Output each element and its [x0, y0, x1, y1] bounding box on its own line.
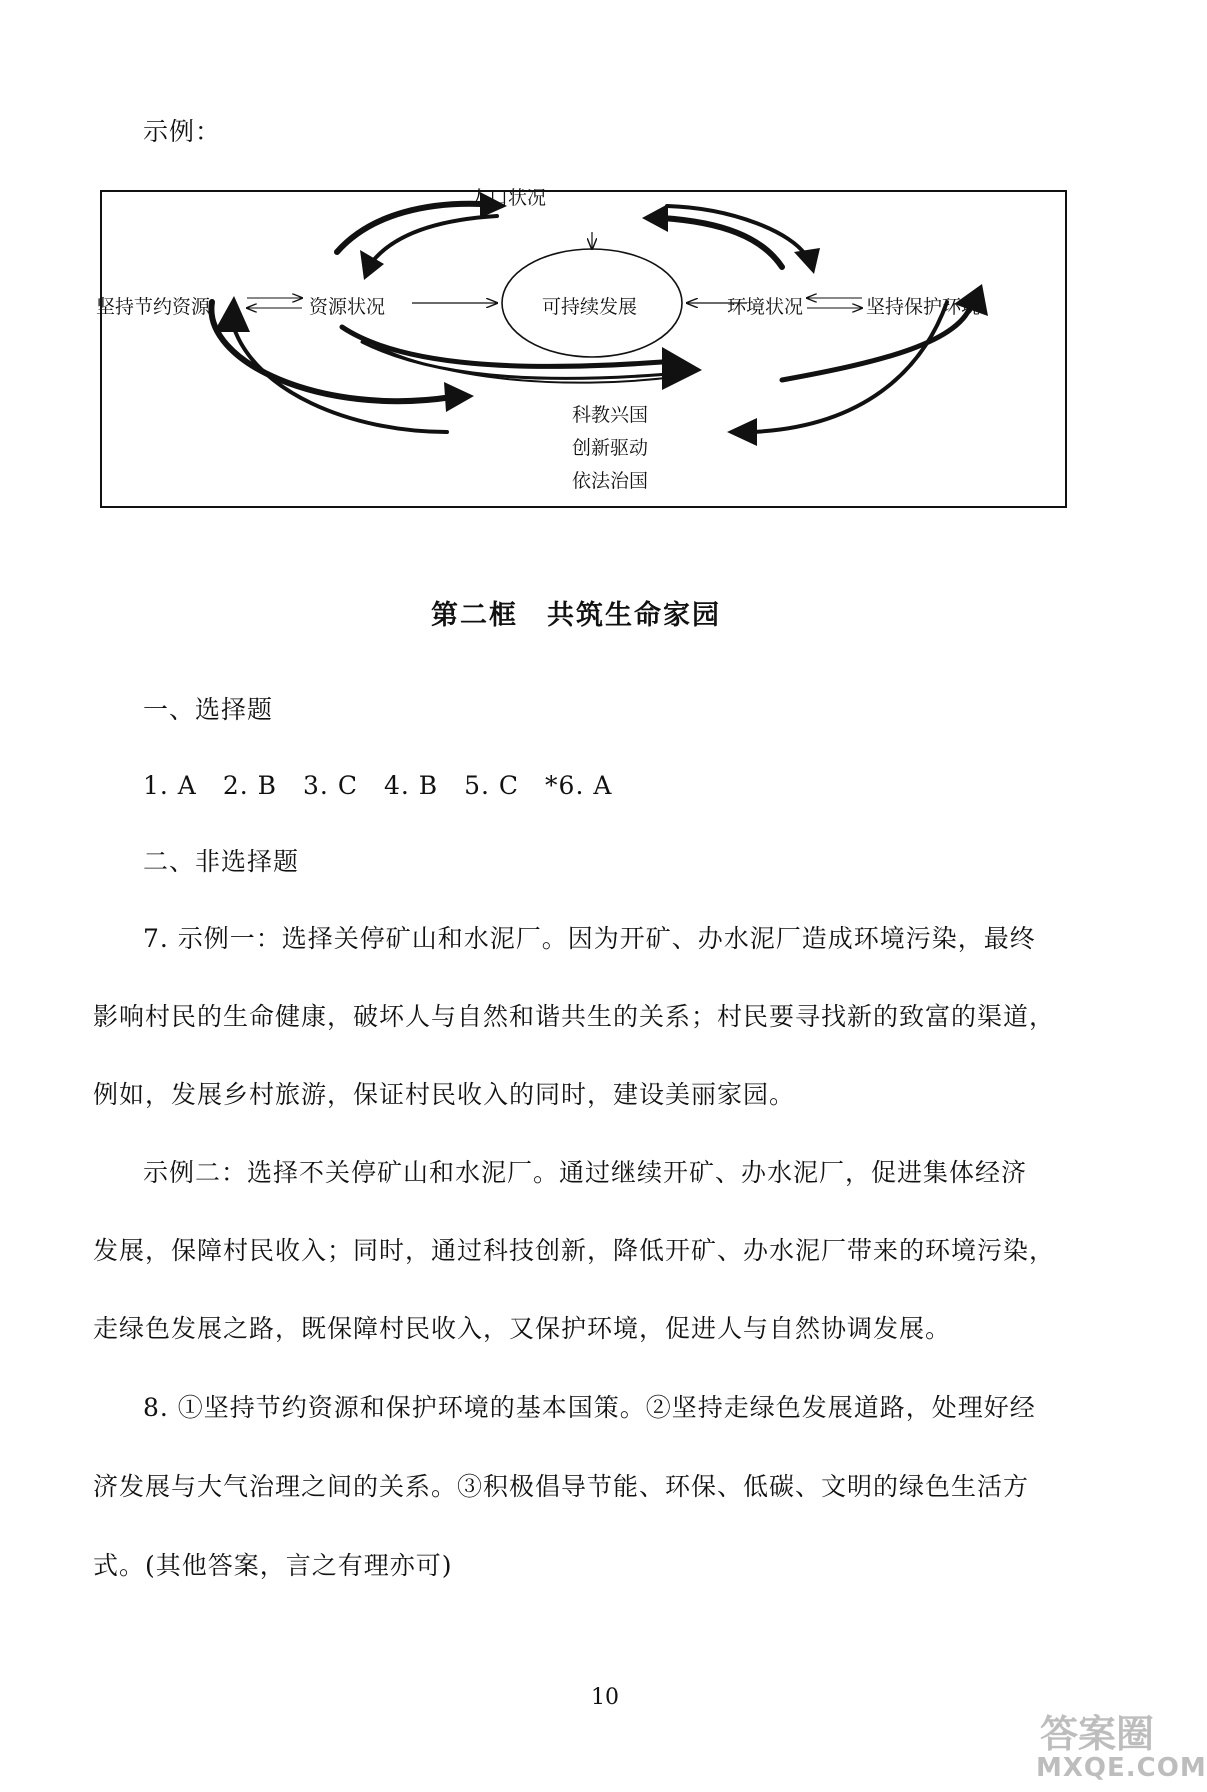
curve-bottom-right-inner-head [727, 418, 757, 446]
label-save-resources: 坚持节约资源 [96, 296, 211, 318]
q8-line1: 8. ①坚持节约资源和保护环境的基本国策。②坚持走绿色发展道路，处理好经 [143, 1393, 1036, 1422]
label-protect-environment: 坚持保护环境 [866, 296, 981, 318]
watermark-url: MXQE.COM [1036, 1753, 1207, 1783]
section-title: 第二框 共筑生命家园 [431, 600, 721, 631]
q8-line3: 式。(其他答案，言之有理亦可) [93, 1551, 453, 1580]
diagram-graphics [102, 192, 1069, 510]
q7-line2: 影响村民的生命健康，破坏人与自然和谐共生的关系；村民要寻找新的致富的渠道， [93, 1002, 1056, 1031]
label-innovation: 创新驱动 [572, 437, 649, 459]
q7-line5: 发展，保障村民收入；同时，通过科技创新，降低开矿、办水泥厂带来的环境污染， [93, 1236, 1056, 1265]
curve-top-left-outer [337, 204, 482, 252]
intro-label: 示例： [143, 117, 222, 146]
curve-top-left-inner [372, 216, 497, 262]
curve-lower-inner-head [662, 347, 702, 390]
part1-heading: 一、选择题 [143, 695, 274, 724]
curve-bottom-left-outer-head [444, 382, 474, 412]
answers-line: 1. A 2. B 3. C 4. B 5. C *6. A [143, 771, 613, 800]
curve-bottom-left-inner-head [214, 296, 250, 332]
part2-heading: 二、非选择题 [143, 847, 300, 876]
watermark-logo: 答案圈 [1040, 1712, 1155, 1756]
flow-diagram [96, 187, 1067, 508]
curve-lower-inner-1 [342, 327, 662, 366]
label-rule-of-law: 依法治国 [572, 470, 649, 492]
label-population: 人口状况 [470, 187, 547, 209]
q7-line6: 走绿色发展之路，既保障村民收入，又保护环境，促进人与自然协调发展。 [93, 1314, 952, 1343]
label-resource-status: 资源状况 [309, 296, 386, 318]
label-environment-status: 环境状况 [727, 296, 804, 318]
label-sustainable-development: 可持续发展 [542, 296, 638, 318]
q8-line2: 济发展与大气治理之间的关系。③积极倡导节能、环保、低碳、文明的绿色生活方 [93, 1472, 1030, 1501]
curve-top-right-inner-head [642, 204, 668, 232]
page-number: 10 [591, 1685, 619, 1710]
label-science-education: 科教兴国 [572, 404, 649, 426]
q7-line4: 示例二：选择不关停矿山和水泥厂。通过继续开矿、办水泥厂，促进集体经济 [143, 1158, 1028, 1187]
curve-bottom-left-inner [232, 322, 447, 432]
q7-line3: 例如，发展乡村旅游，保证村民收入的同时，建设美丽家园。 [93, 1080, 796, 1109]
q7-line1: 7. 示例一：选择关停矿山和水泥厂。因为开矿、办水泥厂造成环境污染，最终 [143, 924, 1036, 953]
curve-top-right-outer-head [794, 248, 820, 274]
